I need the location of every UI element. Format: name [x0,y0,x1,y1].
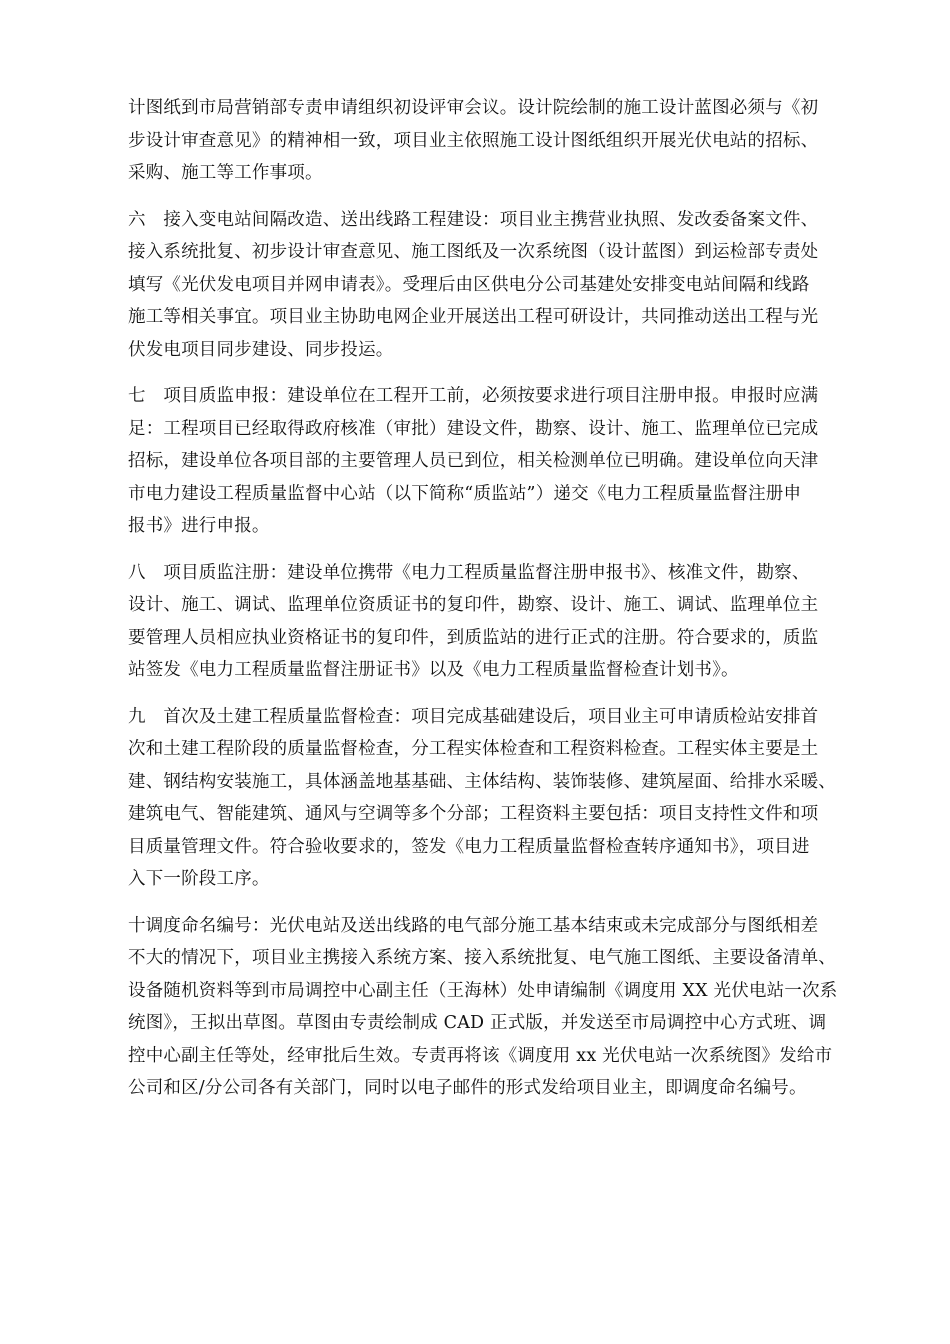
text-line: 设计、施工、调试、监理单位资质证书的复印件，勘察、设计、施工、调试、监理单位主 [128,595,819,615]
text-line: 不大的情况下，项目业主携接入系统方案、接入系统批复、电气施工图纸、主要设备清单、 [128,948,836,968]
text-line: 施工等相关事宜。项目业主协助电网企业开展送出工程可研设计，共同推动送出工程与光 [128,307,819,327]
paragraph-section-6 [128,204,848,367]
text-line: 伏发电项目同步建设、同步投运。 [128,339,394,360]
text-line: 填写《光伏发电项目并网申请表》。受理后由区供电分公司基建处安排变电站间隔和线路 [128,274,810,295]
text-line: 八 项目质监注册：建设单位携带《电力工程质量监督注册申报书》、核准文件，勘察、 [128,562,810,583]
text-line: 六 接入变电站间隔改造、送出线路工程建设：项目业主携营业执照、发改委备案文件、 [128,209,819,230]
text-line: 建筑电气、智能建筑、通风与空调等多个分部；工程资料主要包括：项目支持性文件和项 [128,804,819,824]
paragraph-section-10 [128,910,848,1105]
document-body [128,92,848,1119]
text-line: 设备随机资料等到市局调控中心副主任（王海林）处申请编制《调度用 XX 光伏电站一次系 [128,980,838,1001]
text-line: 统图》，王拟出草图。草图由专责绘制成 CAD 正式版，并发送至市局调控中心方式班、调 [128,1013,827,1033]
paragraph-section-8 [128,557,848,687]
text-line: 报书》进行申报。 [128,516,270,536]
text-line: 控中心副主任等处，经审批后生效。专责再将该《调度用 xx 光伏电站一次系统图》发给市 [128,1045,833,1066]
text-line: 招标，建设单位各项目部的主要管理人员已到位，相关检测单位已明确。建设单位向天津 [128,451,819,471]
text-line: 计图纸到市局营销部专责申请组织初设评审会议。设计院绘制的施工设计蓝图必须与《初 [128,98,819,118]
text-line: 次和土建工程阶段的质量监督检查，分工程实体检查和工程资料检查。工程实体主要是土 [128,739,819,759]
text-line: 步设计审查意见》的精神相一致，项目业主依照施工设计图纸组织开展光伏电站的招标、 [128,130,819,151]
text-line: 公司和区/分公司各有关部门，同时以电子邮件的形式发给项目业主，即调度命名编号。 [128,1078,807,1098]
paragraph-design-review [128,92,848,190]
text-line: 站签发《电力工程质量监督注册证书》以及《电力工程质量监督检查计划书》。 [128,660,739,680]
text-line: 九 首次及土建工程质量监督检查：项目完成基础建设后，项目业主可申请质检站安排首 [128,706,819,727]
paragraph-section-7 [128,380,848,543]
text-line: 十调度命名编号：光伏电站及送出线路的电气部分施工基本结束或未完成部分与图纸相差 [128,915,819,936]
paragraph-section-9 [128,701,848,896]
text-line: 采购、施工等工作事项。 [128,163,323,183]
text-line: 七 项目质监申报：建设单位在工程开工前，必须按要求进行项目注册申报。申报时应满 [128,386,819,406]
text-line: 入下一阶段工序。 [128,869,270,889]
text-line: 目质量管理文件。符合验收要求的，签发《电力工程质量监督检查转序通知书》，项目进 [128,836,810,857]
text-line: 接入系统批复、初步设计审查意见、施工图纸及一次系统图（设计蓝图）到运检部专责处 [128,242,819,262]
text-line: 要管理人员相应执业资格证书的复印件，到质监站的进行正式的注册。符合要求的，质监 [128,627,819,648]
text-line: 市电力建设工程质量监督中心站（以下简称“质监站”）递交《电力工程质量监督注册申 [128,483,802,504]
text-line: 足：工程项目已经取得政府核准（审批）建设文件，勘察、设计、施工、监理单位已完成 [128,418,819,439]
text-line: 建、钢结构安装施工，具体涵盖地基基础、主体结构、装饰装修、建筑屋面、给排水采暖、 [128,771,836,792]
